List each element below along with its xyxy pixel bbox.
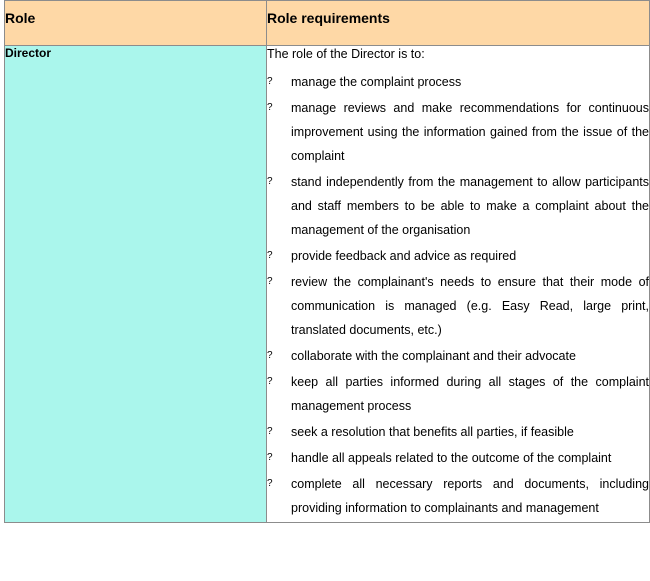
header-role: Role <box>5 1 267 46</box>
bullet-icon: ? <box>267 478 273 489</box>
list-item-text: manage reviews and make recommendations for continuous improvement using the information gained from the issue of the complaint <box>291 101 649 163</box>
bullet-icon: ? <box>267 376 273 387</box>
list-item <box>267 420 649 444</box>
list-item <box>267 270 649 342</box>
list-item <box>267 446 649 470</box>
list-item-text: handle all appeals related to the outcome of the complaint <box>291 451 612 465</box>
list-item <box>267 70 649 94</box>
list-item <box>267 472 649 520</box>
role-requirements-table <box>4 0 650 523</box>
list-item-text: review the complainant's needs to ensure that their mode of communication is managed (e.g. Easy Read, large print, translated documents, etc.) <box>291 275 649 337</box>
table-row <box>5 46 650 523</box>
list-item <box>267 96 649 168</box>
list-item-text: provide feedback and advice as required <box>291 249 517 263</box>
list-item <box>267 244 649 268</box>
list-item <box>267 170 649 242</box>
list-item-text: keep all parties informed during all stages of the complaint management process <box>291 375 649 413</box>
list-item-text: manage the complaint process <box>291 75 462 89</box>
list-item <box>267 344 649 368</box>
bullet-icon: ? <box>267 102 273 113</box>
role-name-cell: Director <box>5 46 267 523</box>
list-item-text: collaborate with the complainant and their advocate <box>291 349 576 363</box>
list-item-text: seek a resolution that benefits all parties, if feasible <box>291 425 574 439</box>
header-role-requirements: Role requirements <box>267 1 650 46</box>
bullet-icon: ? <box>267 350 273 361</box>
list-item-text: complete all necessary reports and documents, including providing information to complainants and management <box>291 477 649 515</box>
list-item <box>267 370 649 418</box>
requirements-intro: The role of the Director is to: <box>267 47 425 61</box>
bullet-icon: ? <box>267 452 273 463</box>
bullet-icon: ? <box>267 426 273 437</box>
header-row <box>5 1 650 46</box>
bullet-icon: ? <box>267 276 273 287</box>
bullet-icon: ? <box>267 176 273 187</box>
requirements-list <box>267 70 649 520</box>
requirements-cell <box>267 46 650 523</box>
bullet-icon: ? <box>267 250 273 261</box>
bullet-icon: ? <box>267 76 273 87</box>
list-item-text: stand independently from the management to allow participants and staff members to be able to make a complaint about the management of the organisation <box>291 175 649 237</box>
